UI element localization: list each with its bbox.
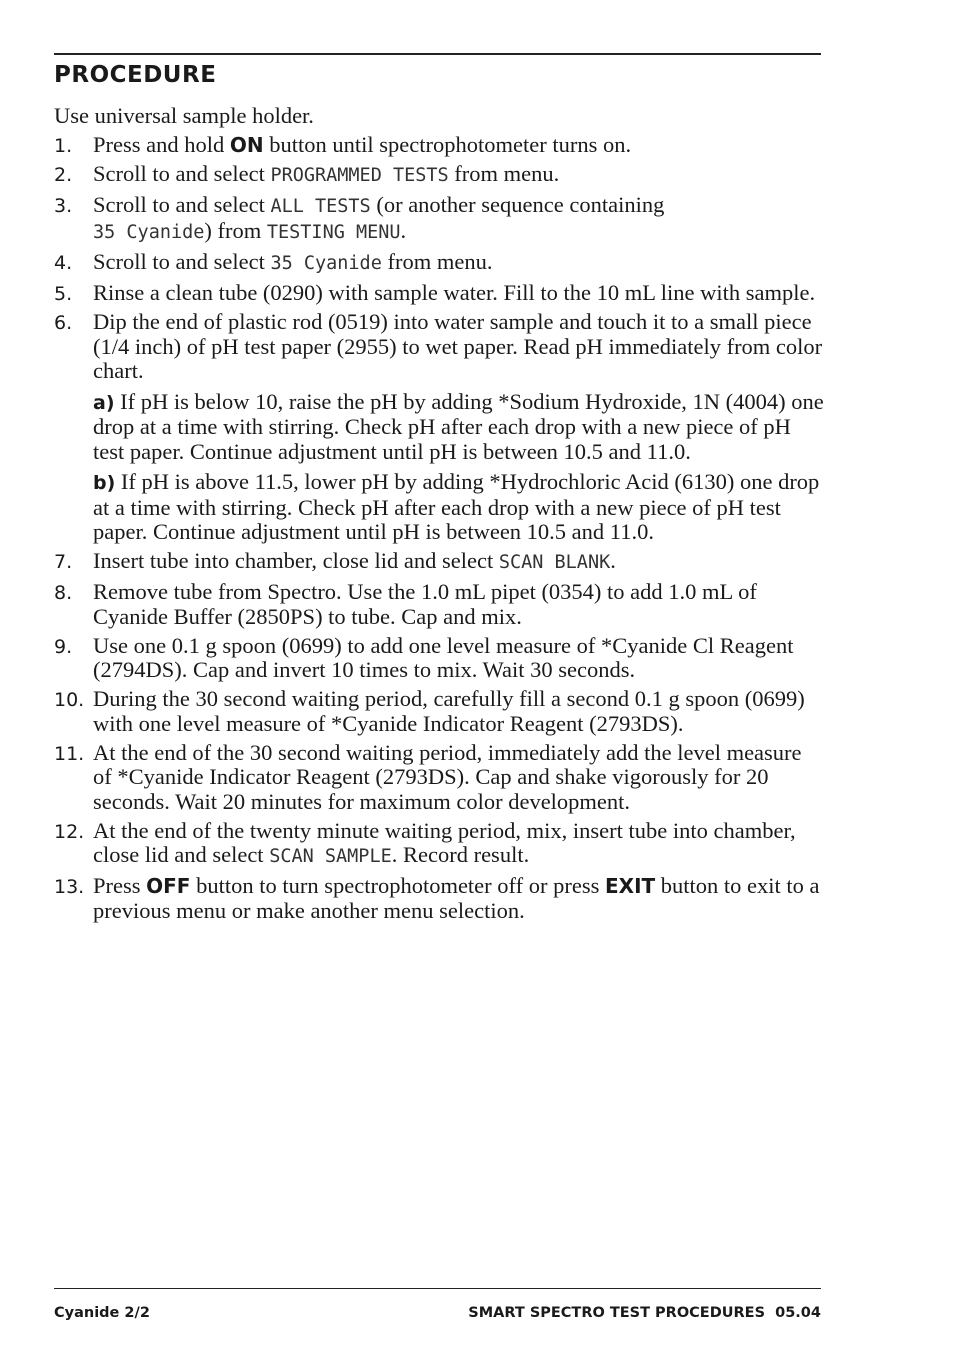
step-number: 8. [54, 582, 73, 604]
section-heading: PROCEDURE [54, 62, 217, 88]
step-9 [54, 634, 824, 683]
step-text: button to exit to a previous menu or make another menu selection. [93, 873, 820, 923]
step-number: 10. [54, 689, 85, 711]
step-text: Remove tube from Spectro. Use the 1.0 mL pipet (0354) to add 1.0 mL of Cyanide Buffer (2850PS) to tube. Cap and mix. [93, 579, 757, 629]
footer-document-title: SMART SPECTRO TEST PROCEDURES 05.04 [468, 1305, 821, 1321]
step-text: . Record result. [391, 842, 530, 867]
substep-a [93, 390, 824, 465]
step-10 [54, 687, 824, 736]
step-text: Scroll to and select [93, 249, 271, 274]
step-8 [54, 580, 824, 629]
step-text: from menu. [448, 160, 560, 186]
step-number: 1. [54, 134, 73, 157]
step-7 [54, 549, 824, 576]
menu-option: SCAN BLANK [498, 552, 611, 573]
step-text: Scroll to and select [93, 160, 271, 186]
menu-option: PROGRAMMED TESTS [270, 164, 449, 186]
step-number: 5. [54, 283, 73, 305]
substep-b [93, 470, 824, 545]
menu-option: SCAN SAMPLE [269, 846, 392, 867]
step-text: ) from [204, 218, 267, 243]
step-text: Dip the end of plastic rod (0519) into water sample and touch it to a small piece (1/4 inch) of pH test paper (2955) to wet paper. Read pH immediately from color chart. [93, 309, 823, 383]
menu-option: 35 Cyanide [93, 222, 205, 243]
step-13 [54, 874, 824, 923]
on-button-label: ON [229, 132, 264, 157]
step-text: Rinse a clean tube (0290) with sample water. Fill to the 10 mL line with sample. [93, 280, 816, 305]
step-text: (or another sequence containing [370, 191, 665, 217]
step-12 [54, 819, 824, 870]
procedure-steps [54, 133, 824, 924]
step-text: button to turn spectrophotometer off or press [190, 873, 605, 898]
step-number: 2. [54, 163, 73, 186]
step-6 [54, 310, 824, 545]
substep-label: b) [93, 472, 116, 494]
step-11 [54, 741, 824, 815]
step-text: During the 30 second waiting period, carefully fill a second 0.1 g spoon (0699) with one level measure of *Cyanide Indicator Reagent (2793DS). [93, 686, 805, 736]
step-text: Insert tube into chamber, close lid and select [93, 548, 499, 573]
step-text: button until spectrophotometer turns on. [263, 131, 632, 157]
step-3 [54, 193, 824, 246]
step-text: . [610, 548, 616, 573]
step-text: Use one 0.1 g spoon (0699) to add one level measure of *Cyanide Cl Reagent (2794DS). Cap and invert 10 times to mix. Wait 30 seconds. [93, 632, 794, 682]
menu-option: 35 Cyanide [270, 253, 382, 274]
menu-option: ALL TESTS [270, 195, 371, 217]
step-number: 9. [54, 635, 73, 658]
step-number: 3. [54, 194, 73, 217]
step-text: Press and hold [93, 131, 230, 157]
intro-text: Use universal sample holder. [54, 103, 314, 128]
menu-option: TESTING MENU [266, 222, 401, 243]
step-2 [54, 162, 824, 189]
step-number: 4. [54, 252, 73, 274]
step-1 [54, 133, 824, 158]
step-number: 6. [54, 312, 73, 334]
step-number: 11. [54, 742, 85, 765]
step-text: Press [93, 873, 147, 898]
step-text: At the end of the twenty minute waiting period, mix, insert tube into chamber, close lid and select [93, 817, 796, 867]
step-number: 13. [54, 876, 85, 898]
step-text: . [400, 218, 407, 243]
step-number: 12. [54, 820, 85, 843]
footer-rule [54, 1288, 821, 1289]
step-text: At the end of the 30 second waiting period, immediately add the level measure of *Cyanide Indicator Reagent (2793DS). Cap and shake vigorously for 20 seconds. Wait 20 minutes for maximum color development. [93, 739, 802, 814]
step-5 [54, 281, 824, 306]
step-text: Scroll to and select [93, 191, 271, 217]
substep-text: If pH is above 11.5, lower pH by adding *Hydrochloric Acid (6130) one drop at a time with stirring. Check pH after each drop with a new piece of pH test paper. Continue adjustment until pH is between 10.5 and 11.0. [93, 469, 820, 544]
step-4 [54, 250, 824, 277]
footer-page-label: Cyanide 2/2 [54, 1305, 150, 1321]
step-number: 7. [54, 551, 73, 573]
substep-label: a) [93, 391, 115, 414]
top-rule [54, 53, 821, 55]
exit-button-label: EXIT [604, 874, 656, 898]
off-button-label: OFF [146, 874, 191, 898]
step-text: from menu. [381, 249, 493, 274]
substep-text: If pH is below 10, raise the pH by adding *Sodium Hydroxide, 1N (4004) one drop at a time with stirring. Check pH after each drop with a new piece of pH test paper. Continue adjustment until pH is between 10.5 and 11.0. [93, 388, 824, 464]
procedure-body [54, 104, 824, 928]
